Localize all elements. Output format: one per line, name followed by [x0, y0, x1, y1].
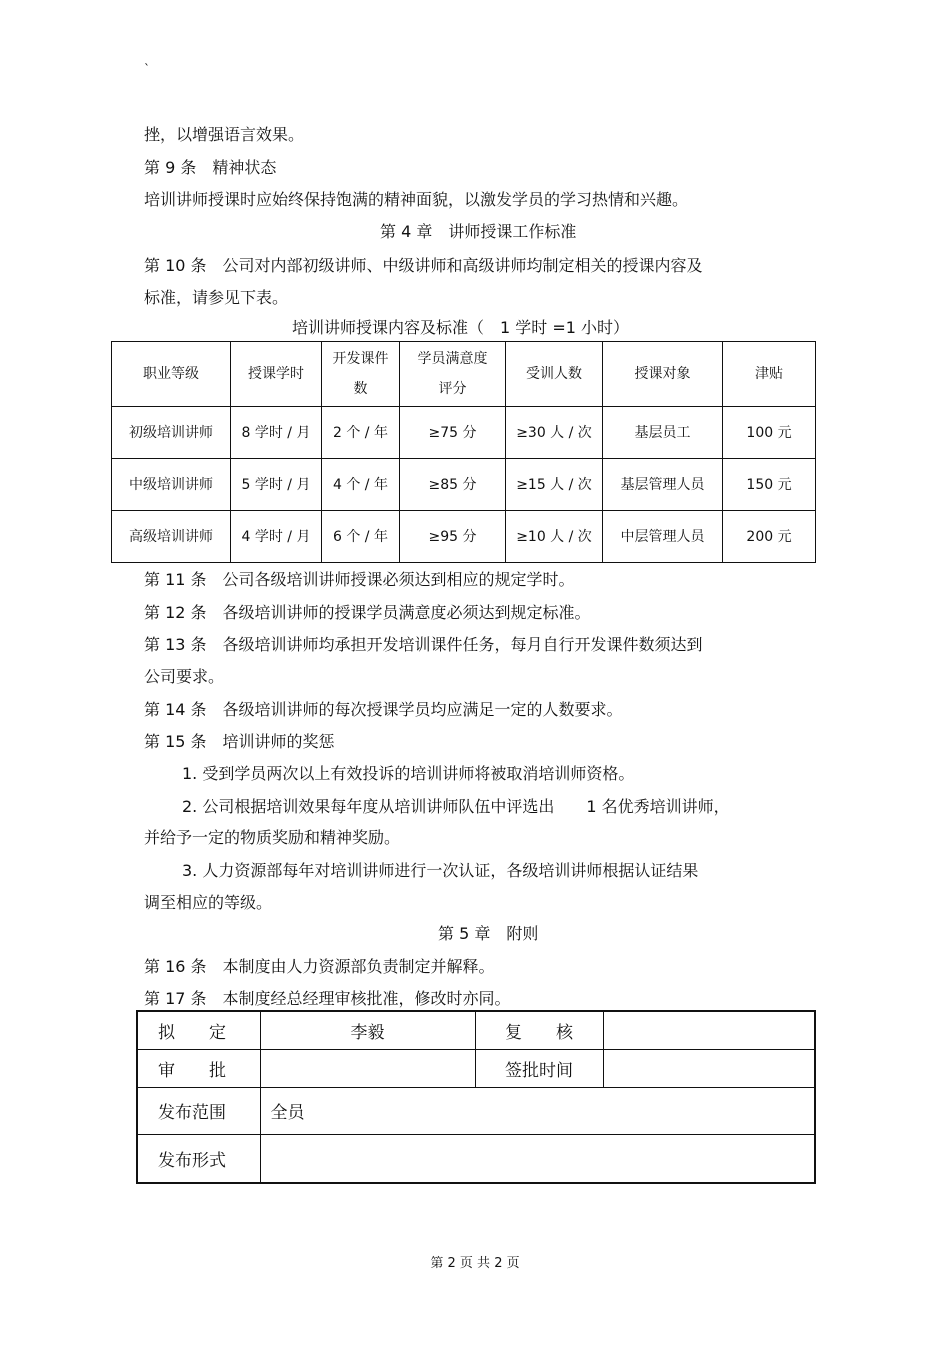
table-cell: 2 个 / 年: [322, 407, 400, 459]
header-cell: 职业等级: [112, 342, 231, 407]
table-cell: 初级培训讲师: [112, 407, 231, 459]
table-row: [112, 511, 816, 563]
table-cell: ≥30 人 / 次: [506, 407, 603, 459]
header-cell: 受训人数: [506, 342, 603, 407]
table-cell: 高级培训讲师: [112, 511, 231, 563]
table-row: [112, 407, 816, 459]
chapter-4-heading: 第 4 章 讲师授课工作标准: [380, 222, 577, 241]
article-15-heading: 第 15 条 培训讲师的奖惩: [144, 732, 335, 751]
table-cell: ≥75 分: [400, 407, 506, 459]
chapter-5-heading: 第 5 章 附则: [438, 924, 539, 943]
article-11-line: 第 11 条 公司各级培训讲师授课必须达到相应的规定学时。: [144, 570, 575, 589]
header-cell-line: 评分: [438, 381, 467, 397]
header-cell-line: 学员满意度: [417, 351, 488, 367]
header-cell: 授课学时: [231, 342, 322, 407]
approve-value: [260, 1049, 475, 1087]
header-cell: 津贴: [723, 342, 816, 407]
approval-row: [137, 1134, 815, 1183]
list-item: 3. 人力资源部每年对培训讲师进行一次认证，各级培训讲师根据认证结果: [182, 861, 699, 880]
article-10-line: 第 10 条 公司对内部初级讲师、中级讲师和高级讲师均制定相关的授课内容及: [144, 256, 703, 275]
list-item: 1. 受到学员两次以上有效投诉的培训讲师将被取消培训师资格。: [182, 764, 635, 783]
scope-label: 发布范围: [137, 1087, 260, 1134]
table-cell: ≥85 分: [400, 459, 506, 511]
table-cell: 4 学时 / 月: [231, 511, 322, 563]
header-cell: 授课对象: [603, 342, 723, 407]
approval-table: [136, 1010, 816, 1184]
approval-row: [137, 1087, 815, 1134]
table-cell: 中层管理人员: [603, 511, 723, 563]
header-cell: [322, 342, 400, 407]
header-cell: [400, 342, 506, 407]
scope-value: 全员: [260, 1087, 815, 1134]
approval-row: [137, 1011, 815, 1049]
paragraph-line: 标准，请参见下表。: [144, 288, 289, 307]
article-13-line: 第 13 条 各级培训讲师均承担开发培训课件任务，每月自行开发课件数须达到: [144, 635, 703, 654]
draft-label: 拟 定: [137, 1011, 260, 1049]
header-cell-line: 数: [353, 381, 368, 397]
table-header-row: [112, 342, 816, 407]
table-cell: ≥10 人 / 次: [506, 511, 603, 563]
paragraph-line: 并给予一定的物质奖励和精神奖励。: [144, 828, 401, 847]
table-row: [112, 459, 816, 511]
article-16-line: 第 16 条 本制度由人力资源部负责制定并解释。: [144, 957, 495, 976]
article-17-line: 第 17 条 本制度经总经理审核批准，修改时亦同。: [144, 989, 511, 1008]
table-cell: 5 学时 / 月: [231, 459, 322, 511]
standards-table: [111, 341, 816, 563]
sign-time-label: 签批时间: [475, 1049, 603, 1087]
table-cell: 150 元: [723, 459, 816, 511]
approve-label: 审 批: [137, 1049, 260, 1087]
draft-value: 李毅: [260, 1011, 475, 1049]
review-value: [603, 1011, 815, 1049]
table-cell: 100 元: [723, 407, 816, 459]
list-item: 2. 公司根据培训效果每年度从培训讲师队伍中评选出 1 名优秀培训讲师，: [182, 797, 730, 816]
table-cell: 4 个 / 年: [322, 459, 400, 511]
article-9-heading: 第 9 条 精神状态: [144, 158, 277, 177]
table-cell: 8 学时 / 月: [231, 407, 322, 459]
paragraph-line: 挫，以增强语言效果。: [144, 125, 305, 144]
sign-time-value: [603, 1049, 815, 1087]
article-12-line: 第 12 条 各级培训讲师的授课学员满意度必须达到规定标准。: [144, 603, 591, 622]
table-cell: ≥15 人 / 次: [506, 459, 603, 511]
table-title: 培训讲师授课内容及标准（ 1 学时 =1 小时）: [292, 318, 630, 337]
paragraph-line: 公司要求。: [144, 667, 225, 686]
table-cell: 基层员工: [603, 407, 723, 459]
table-cell: 基层管理人员: [603, 459, 723, 511]
header-cell-line: 开发课件: [332, 351, 389, 367]
approval-row: [137, 1049, 815, 1087]
table-cell: 中级培训讲师: [112, 459, 231, 511]
page-footer: 第 2 页 共 2 页: [430, 1256, 520, 1271]
form-label: 发布形式: [137, 1134, 260, 1183]
table-cell: ≥95 分: [400, 511, 506, 563]
article-14-line: 第 14 条 各级培训讲师的每次授课学员均应满足一定的人数要求。: [144, 700, 623, 719]
form-value: [260, 1134, 815, 1183]
stray-mark: `: [144, 62, 150, 76]
paragraph-line: 培训讲师授课时应始终保持饱满的精神面貌，以激发学员的学习热情和兴趣。: [144, 190, 689, 209]
review-label: 复 核: [475, 1011, 603, 1049]
table-cell: 6 个 / 年: [322, 511, 400, 563]
paragraph-line: 调至相应的等级。: [144, 893, 273, 912]
table-cell: 200 元: [723, 511, 816, 563]
